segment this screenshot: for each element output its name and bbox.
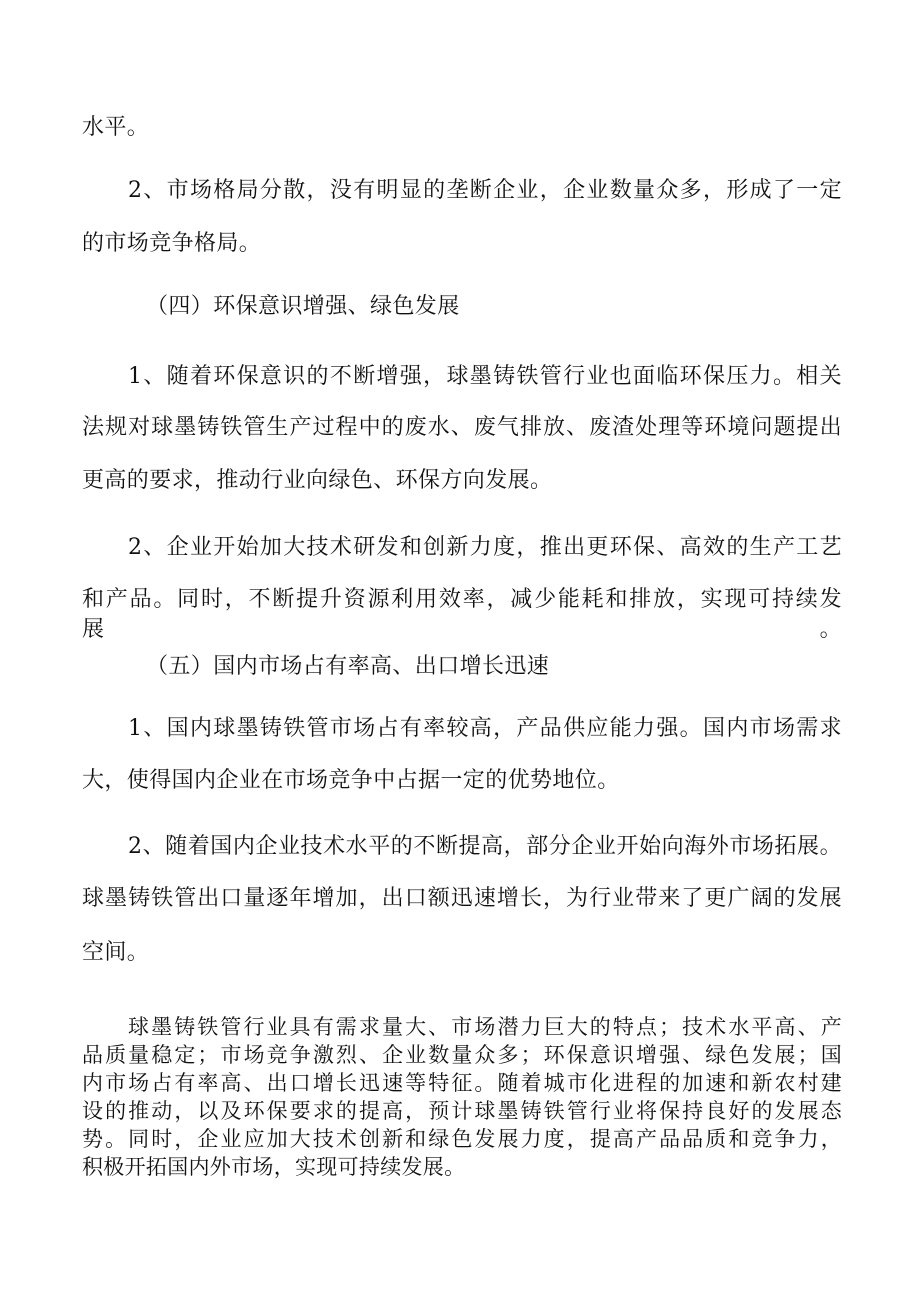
paragraph-line: 2、市场格局分散，没有明显的垄断企业，企业数量众多，形成了一定 xyxy=(128,178,842,203)
paragraph-line: 1、随着环保意识的不断增强，球墨铸铁管行业也面临环保压力。相关 xyxy=(128,364,842,389)
paragraph-line: 球墨铸铁管出口量逐年增加，出口额迅速增长，为行业带来了更广阔的发展 xyxy=(82,886,842,911)
summary-line: 设的推动，以及环保要求的提高，预计球墨铸铁管行业将保持良好的发展态 xyxy=(82,1099,842,1123)
summary-line: 球墨铸铁管行业具有需求量大、市场潜力巨大的特点；技术水平高、产 xyxy=(128,1015,842,1039)
paragraph-line: 大，使得国内企业在市场竞争中占据一定的优势地位。 xyxy=(82,768,620,793)
paragraph-line: 1、国内球墨铸铁管市场占有率较高，产品供应能力强。国内市场需求 xyxy=(128,716,842,741)
paragraph-line: 2、企业开始加大技术研发和创新力度，推出更环保、高效的生产工艺 xyxy=(128,535,842,560)
paragraph-line: 空间。 xyxy=(82,940,150,965)
section-heading: （五）国内市场占有率高、出口增长迅速 xyxy=(146,654,550,679)
summary-line: 势。同时，企业应加大技术创新和绿色发展力度，提高产品品质和竞争力， xyxy=(82,1127,842,1151)
paragraph-line: 和产品。同时，不断提升资源利用效率，减少能耗和排放，实现可持续发展。 xyxy=(82,587,842,642)
paragraph-line: 法规对球墨铸铁管生产过程中的废水、废气排放、废渣处理等环境问题提出 xyxy=(82,415,842,440)
paragraph-line: 水平。 xyxy=(82,115,150,140)
summary-line: 内市场占有率高、出口增长迅速等特征。随着城市化进程的加速和新农村建 xyxy=(82,1071,842,1095)
paragraph-line: 2、随着国内企业技术水平的不断提高，部分企业开始向海外市场拓展。 xyxy=(128,834,842,859)
section-heading: （四）环保意识增强、绿色发展 xyxy=(146,294,460,319)
summary-line: 品质量稳定；市场竞争激烈、企业数量众多；环保意识增强、绿色发展；国 xyxy=(82,1043,842,1067)
paragraph-line: 更高的要求，推动行业向绿色、环保方向发展。 xyxy=(82,468,553,493)
paragraph-line: 的市场竞争格局。 xyxy=(82,231,262,256)
summary-line: 积极开拓国内外市场，实现可持续发展。 xyxy=(82,1155,466,1179)
